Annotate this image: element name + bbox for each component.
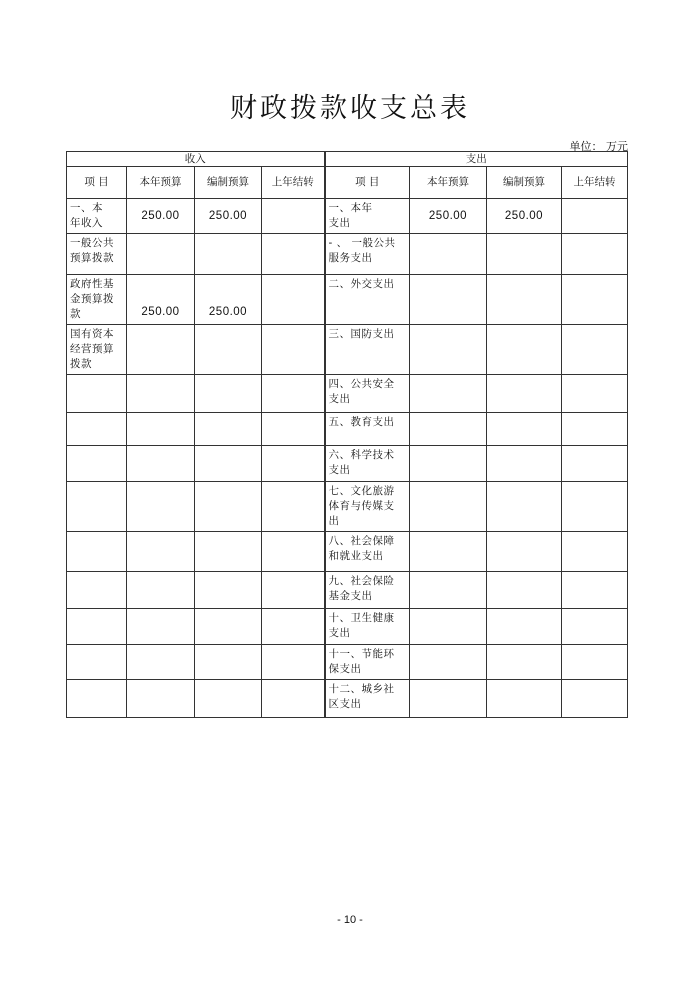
expense-item-text: 六、科学技术 支出 [328, 449, 395, 476]
expense-item-cell [325, 325, 410, 375]
income-compiled-cell [195, 645, 262, 680]
income-carryover-cell [262, 325, 325, 375]
income-current-cell [127, 609, 195, 645]
expense-compiled-cell [487, 680, 562, 718]
expense-item-cell [325, 645, 410, 680]
expense-carryover-cell [562, 275, 628, 325]
table-row [67, 609, 628, 645]
expense-current-cell [410, 275, 487, 325]
expense-compiled-cell [487, 199, 562, 234]
expense-compiled-cell [487, 446, 562, 482]
income-group-header: 收入 [67, 152, 325, 167]
income-current-cell [127, 572, 195, 609]
expense-carryover-cell [562, 234, 628, 275]
income-carryover-cell [262, 532, 325, 572]
table-row [67, 482, 628, 532]
income-carryover-cell [262, 680, 325, 718]
expense-current-cell [410, 446, 487, 482]
income-compiled-text: 250.00 [208, 209, 248, 222]
expense-item-cell [325, 199, 410, 234]
income-current-cell [127, 275, 195, 325]
income-compiled-cell [195, 446, 262, 482]
expense-item-cell [325, 680, 410, 718]
income-col-carryover: 上年结转 [262, 167, 325, 199]
income-item-cell [67, 375, 127, 413]
page-title: 财政拨款收支总表 [230, 93, 470, 124]
income-carryover-cell [262, 375, 325, 413]
expense-compiled-cell [487, 375, 562, 413]
table-row [67, 275, 628, 325]
income-item-text: 一、本 年收入 [70, 202, 103, 229]
income-current-cell [127, 375, 195, 413]
expense-current-cell [410, 645, 487, 680]
column-header-row [67, 167, 628, 199]
expense-item-cell [325, 482, 410, 532]
expense-item-cell [325, 413, 410, 446]
expense-current-cell [410, 375, 487, 413]
income-compiled-cell [195, 482, 262, 532]
expense-compiled-cell [487, 325, 562, 375]
expense-compiled-cell [487, 645, 562, 680]
income-item-cell [67, 482, 127, 532]
income-item-cell [67, 680, 127, 718]
expense-current-cell [410, 234, 487, 275]
income-col-current: 本年预算 [127, 167, 195, 199]
expense-current-cell [410, 413, 487, 446]
expense-item-text: 七、文化旅游 体育与传媒支 出 [328, 485, 395, 527]
income-carryover-cell [262, 234, 325, 275]
expense-item-text: 八、社会保障 和就业支出 [328, 535, 395, 562]
expense-compiled-cell [487, 572, 562, 609]
table-row [67, 680, 628, 718]
expense-item-cell [325, 375, 410, 413]
income-current-cell [127, 532, 195, 572]
income-item-cell [67, 234, 127, 275]
expense-carryover-cell [562, 375, 628, 413]
group-header-row [67, 152, 628, 167]
expense-col-current: 本年预算 [410, 167, 487, 199]
expense-item-cell [325, 532, 410, 572]
income-col-item: 项 目 [67, 167, 127, 199]
unit-label: 单位： 万元 [569, 140, 628, 153]
table-row [67, 375, 628, 413]
income-current-cell [127, 199, 195, 234]
income-compiled-cell [195, 413, 262, 446]
table-row [67, 645, 628, 680]
table-row [67, 234, 628, 275]
expense-carryover-cell [562, 413, 628, 446]
income-carryover-cell [262, 572, 325, 609]
expense-item-text: 十、卫生健康 支出 [328, 612, 395, 639]
income-item-cell [67, 609, 127, 645]
income-carryover-cell [262, 609, 325, 645]
expense-carryover-cell [562, 482, 628, 532]
income-item-cell [67, 572, 127, 609]
expense-compiled-text: 250.00 [504, 209, 544, 222]
expense-compiled-cell [487, 275, 562, 325]
expense-carryover-cell [562, 199, 628, 234]
expense-carryover-cell [562, 532, 628, 572]
income-item-cell [67, 199, 127, 234]
income-current-cell [127, 482, 195, 532]
income-carryover-cell [262, 413, 325, 446]
expense-current-cell [410, 199, 487, 234]
income-compiled-text: 250.00 [208, 306, 248, 318]
income-item-cell [67, 413, 127, 446]
income-current-cell [127, 234, 195, 275]
expense-item-text: 三、国防支出 [328, 328, 395, 340]
income-col-compiled: 编制预算 [195, 167, 262, 199]
expense-carryover-cell [562, 572, 628, 609]
table-row [67, 532, 628, 572]
expense-item-cell [325, 609, 410, 645]
income-carryover-cell [262, 645, 325, 680]
expense-col-carryover: 上年结转 [562, 167, 628, 199]
income-carryover-cell [262, 482, 325, 532]
income-current-text: 250.00 [141, 306, 180, 318]
income-compiled-cell [195, 234, 262, 275]
expense-carryover-cell [562, 680, 628, 718]
budget-summary-table [66, 151, 628, 718]
expense-carryover-cell [562, 325, 628, 375]
expense-item-text: 四、公共安全 支出 [328, 378, 395, 405]
expense-item-text: 九、社会保险 基金支出 [328, 575, 395, 602]
table-row [67, 413, 628, 446]
expense-item-cell [325, 234, 410, 275]
income-compiled-cell [195, 375, 262, 413]
income-compiled-cell [195, 199, 262, 234]
expense-current-cell [410, 609, 487, 645]
income-current-cell [127, 413, 195, 446]
expense-current-cell [410, 532, 487, 572]
expense-col-item: 项 目 [325, 167, 410, 199]
expense-current-cell [410, 680, 487, 718]
expense-item-text: 十二、城乡社 区支出 [328, 683, 395, 710]
expense-item-text: 二、外交支出 [328, 278, 395, 290]
income-carryover-cell [262, 199, 325, 234]
expense-current-cell [410, 572, 487, 609]
expense-compiled-cell [487, 413, 562, 446]
expense-item-text: 十一、节能环 保支出 [328, 648, 395, 675]
income-compiled-cell [195, 572, 262, 609]
income-compiled-cell [195, 609, 262, 645]
income-compiled-cell [195, 680, 262, 718]
expense-compiled-cell [487, 234, 562, 275]
income-current-cell [127, 325, 195, 375]
expense-current-text: 250.00 [428, 209, 468, 222]
table-row [67, 325, 628, 375]
table-row [67, 572, 628, 609]
income-item-cell [67, 645, 127, 680]
income-carryover-cell [262, 446, 325, 482]
expense-item-text: 一、本年 支出 [328, 202, 373, 229]
income-item-text: 一般公共 预算拨款 [70, 237, 114, 264]
expense-carryover-cell [562, 609, 628, 645]
expense-item-cell [325, 275, 410, 325]
income-item-cell [67, 275, 127, 325]
income-compiled-cell [195, 532, 262, 572]
expense-current-cell [410, 325, 487, 375]
expense-group-header: 支出 [325, 152, 628, 167]
income-current-cell [127, 680, 195, 718]
income-current-cell [127, 446, 195, 482]
income-item-cell [67, 532, 127, 572]
income-item-text: 国有资本 经营预算 拨款 [70, 328, 114, 370]
expense-col-compiled: 编制预算 [487, 167, 562, 199]
expense-item-cell [325, 446, 410, 482]
expense-item-text: 五、教育支出 [328, 416, 395, 428]
income-current-cell [127, 645, 195, 680]
expense-carryover-cell [562, 446, 628, 482]
expense-carryover-cell [562, 645, 628, 680]
table-row [67, 199, 628, 234]
income-item-cell [67, 325, 127, 375]
table-row [67, 446, 628, 482]
income-item-cell [67, 446, 127, 482]
income-current-text: 250.00 [141, 209, 180, 222]
expense-item-cell [325, 572, 410, 609]
income-carryover-cell [262, 275, 325, 325]
income-item-text: 政府性基 金预算拨 款 [70, 278, 114, 320]
expense-compiled-cell [487, 609, 562, 645]
page-number: - 10 - [337, 914, 363, 926]
expense-compiled-cell [487, 482, 562, 532]
expense-item-text: - 、 一般公共 服务支出 [328, 237, 396, 264]
income-compiled-cell [195, 275, 262, 325]
income-compiled-cell [195, 325, 262, 375]
expense-current-cell [410, 482, 487, 532]
expense-compiled-cell [487, 532, 562, 572]
